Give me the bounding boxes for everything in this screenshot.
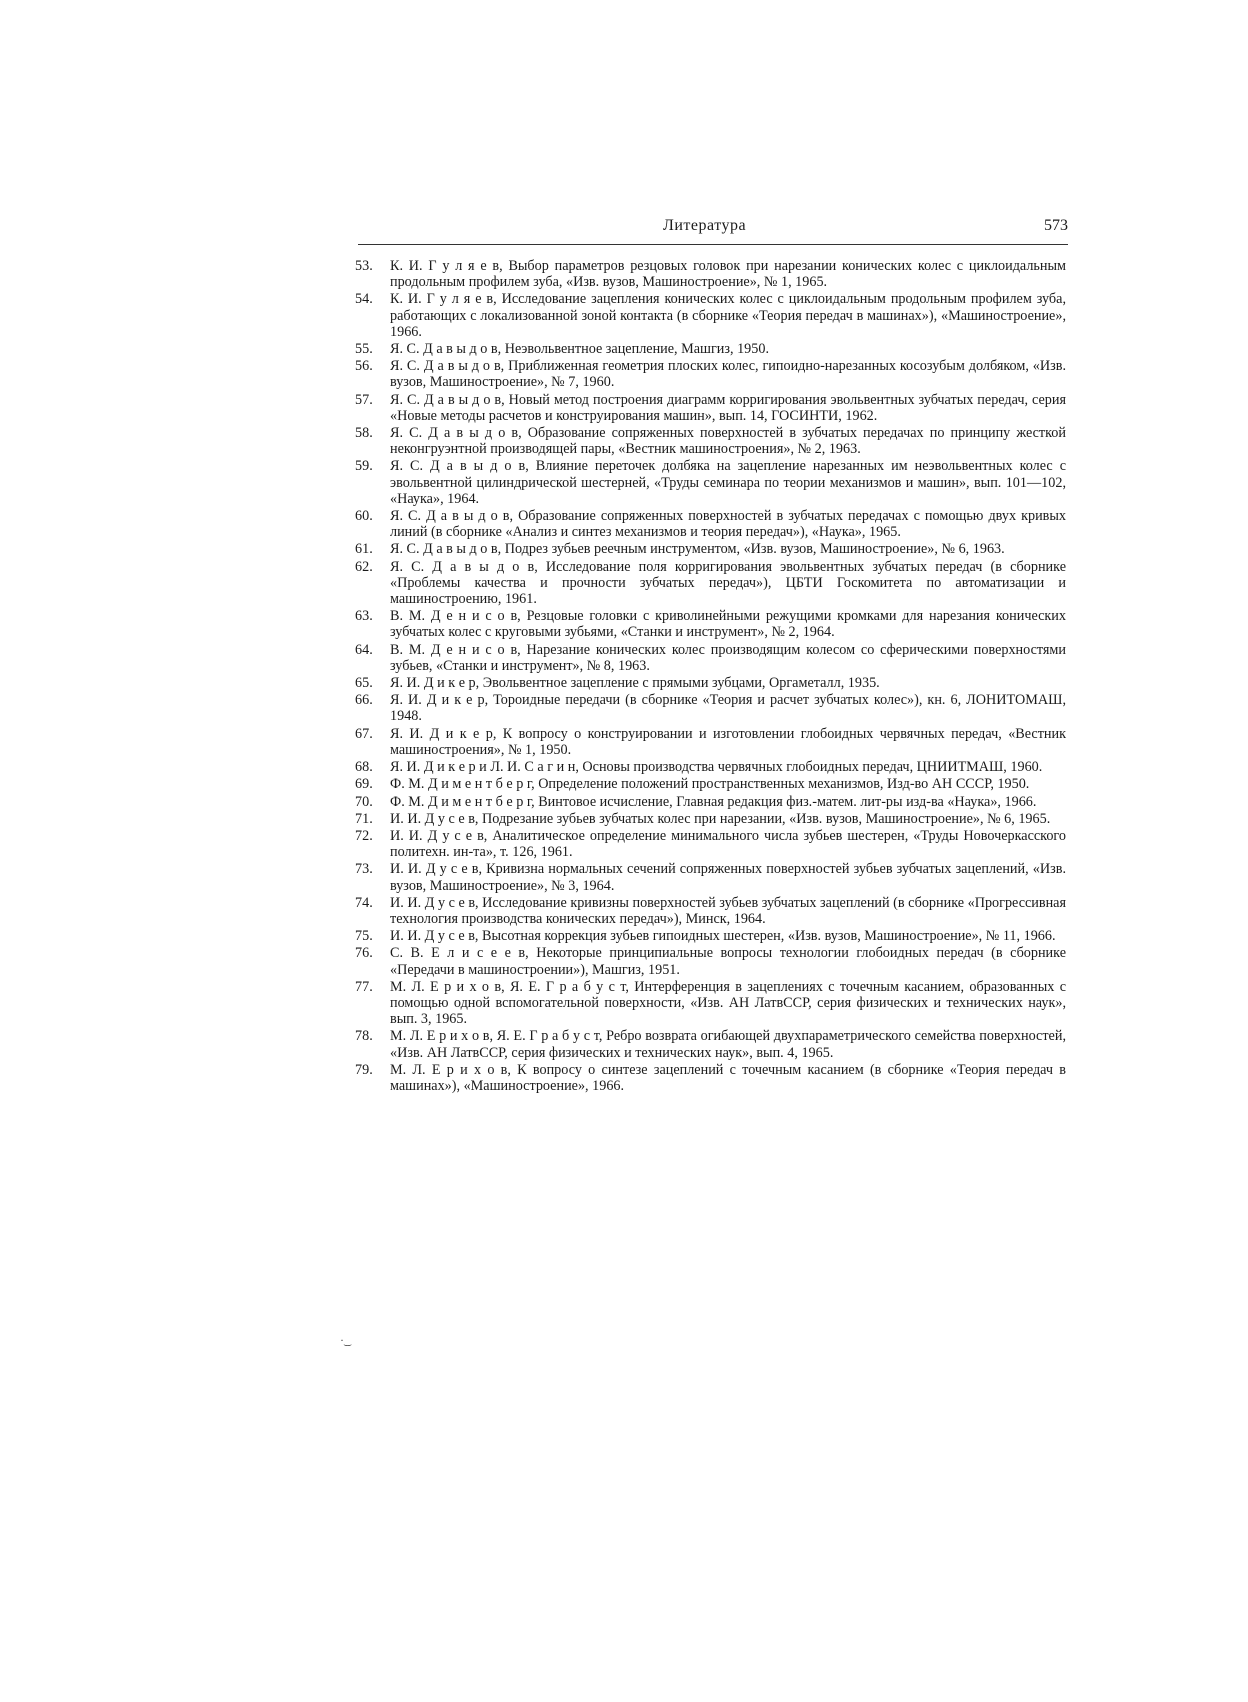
reference-text: И. И. Д у с е в, Высотная коррекция зубьев гипоидных шестерен, «Изв. вузов, Машиностроение», № 11, 1966. <box>390 928 1056 945</box>
reference-number: 72. <box>355 827 373 844</box>
reference-text: Я. С. Д а в ы д о в, Влияние переточек долбяка на зацепление нарезанных им неэвольвентных колес с эвольвентной цилиндрической шестерней, «Труды семинара по теории механизмов и машин», вып. 101—102, «Наука», 1964. <box>390 458 1066 507</box>
reference-text: И. И. Д у с е в, Исследование кривизны поверхностей зубьев зубчатых зацеплений (в сборнике «Прогрессивная технология производства конических передач»), Минск, 1964. <box>390 894 1066 927</box>
reference-item <box>355 861 1066 894</box>
reference-text: В. М. Д е н и с о в, Нарезание конических колес производящим колесом со сферическими поверхностями зубьев, «Станки и инструмент», № 8, 1963. <box>390 641 1066 674</box>
reference-text: С. В. Е л и с е е в, Некоторые принципиальные вопросы технологии глобоидных передач (в сборнике «Передачи в машиностроении»), Машгиз, 1951. <box>390 945 1066 978</box>
reference-text: Я. С. Д а в ы д о в, Приближенная геометрия плоских колес, гипоидно-нарезанных косозубым долбяком, «Изв. вузов, Машиностроение», № 7, 1960. <box>390 358 1066 391</box>
reference-text: И. И. Д у с е в, Подрезание зубьев зубчатых колес при нарезании, «Изв. вузов, Машиностроение», № 6, 1965. <box>390 810 1051 827</box>
reference-text: Я. С. Д а в ы д о в, Исследование поля корригирования эвольвентных зубчатых передач (в сборнике «Проблемы качества и прочности зубчатых передач»), ЦБТИ Госкомитета по автоматизации и машиностроению, 1961. <box>390 558 1066 608</box>
reference-number: 57. <box>355 391 373 408</box>
reference-item <box>355 776 1066 793</box>
reference-item <box>355 928 1066 945</box>
reference-number: 53. <box>355 258 373 274</box>
reference-text: Я. С. Д а в ы д о в, Образование сопряженных поверхностей в зубчатых передачах по принципу жесткой неконгруэнтной производящей пары, «Вестник машиностроения», № 2, 1963. <box>390 425 1066 458</box>
reference-number: 55. <box>355 341 373 358</box>
reference-number: 70. <box>355 793 373 810</box>
reference-number: 71. <box>355 810 373 827</box>
reference-list <box>355 258 1066 1095</box>
reference-text: И. И. Д у с е в, Аналитическое определение минимального числа зубьев шестерен, «Труды Новочеркасского политехн. ин-та», т. 126, 1961. <box>390 827 1066 861</box>
reference-item <box>355 945 1066 978</box>
reference-text: Я. С. Д а в ы д о в, Новый метод построения диаграмм корригирования эвольвентных зубчатых передач, серия «Новые методы расчетов и конструирования машин», вып. 14, ГОСИНТИ, 1962. <box>390 391 1066 424</box>
reference-number: 65. <box>355 675 373 692</box>
reference-item <box>355 608 1066 641</box>
reference-text: Я. И. Д и к е р, Эвольвентное зацепление с прямыми зубцами, Оргаметалл, 1935. <box>390 675 880 692</box>
reference-item <box>355 692 1066 725</box>
reference-number: 67. <box>355 725 373 742</box>
reference-item <box>355 641 1066 674</box>
reference-item <box>355 341 1066 358</box>
reference-number: 73. <box>355 861 373 878</box>
reference-number: 69. <box>355 776 373 793</box>
reference-number: 64. <box>355 641 373 658</box>
reference-number: 60. <box>355 508 373 525</box>
reference-item <box>355 458 1066 507</box>
reference-text: Я. С. Д а в ы д о в, Неэвольвентное зацепление, Машгиз, 1950. <box>390 341 770 358</box>
reference-item <box>355 978 1066 1028</box>
reference-item <box>355 508 1066 541</box>
reference-item <box>355 425 1066 458</box>
reference-text: Я. И. Д и к е р, К вопросу о конструировании и изготовлении глобоидных червячных передач, «Вестник машиностроения», № 1, 1950. <box>390 725 1066 758</box>
reference-number: 56. <box>355 358 373 375</box>
reference-item <box>355 291 1066 340</box>
reference-item <box>355 391 1066 424</box>
reference-number: 75. <box>355 928 373 945</box>
reference-item <box>355 894 1066 927</box>
running-title: Литература <box>663 217 747 234</box>
reference-item <box>355 793 1066 810</box>
reference-number: 79. <box>355 1061 373 1078</box>
reference-number: 61. <box>355 541 373 558</box>
reference-item <box>355 827 1066 861</box>
reference-number: 58. <box>355 425 373 442</box>
reference-item <box>355 541 1066 558</box>
reference-number: 66. <box>355 692 373 709</box>
reference-text: Я. С. Д а в ы д о в, Образование сопряженных поверхностей в зубчатых передачах с помощью двух кривых линий (в сборнике «Анализ и синтез механизмов и теория передач»), «Наука», 1965. <box>390 508 1066 541</box>
reference-text: Я. С. Д а в ы д о в, Подрез зубьев реечным инструментом, «Изв. вузов, Машиностроение», № 6, 1963. <box>390 541 1005 558</box>
reference-item <box>355 258 1066 291</box>
reference-item <box>355 725 1066 758</box>
reference-text: И. И. Д у с е в, Кривизна нормальных сечений сопряженных поверхностей зубьев зубчатых зацеплений, «Изв. вузов, Машиностроение», № 3, 1964. <box>390 861 1066 894</box>
reference-item <box>355 810 1066 827</box>
reference-text: К. И. Г у л я е в, Исследование зацепления конических колес с циклоидальным продольным профилем зуба, работающих с локализованной зоной контакта (в сборнике «Теория передач в машинах»), «Машиностроение», 1966. <box>390 291 1066 340</box>
page-header <box>358 214 1068 245</box>
page-number: 573 <box>1044 217 1068 234</box>
reference-text: Ф. М. Д и м е н т б е р г, Винтовое исчисление, Главная редакция физ.-матем. лит-ры изд-ва «Наука», 1966. <box>390 793 1037 810</box>
reference-text: К. И. Г у л я е в, Выбор параметров резцовых головок при нарезании конических колес с циклоидальным продольным профилем зуба, «Изв. вузов, Машиностроение», № 1, 1965. <box>390 258 1066 291</box>
reference-number: 62. <box>355 558 373 575</box>
reference-number: 74. <box>355 894 373 911</box>
reference-number: 78. <box>355 1028 373 1045</box>
reference-number: 76. <box>355 945 373 962</box>
reference-item <box>355 1028 1066 1061</box>
reference-item <box>355 759 1066 776</box>
reference-number: 68. <box>355 759 373 776</box>
reference-item <box>355 358 1066 391</box>
reference-text: В. М. Д е н и с о в, Резцовые головки с криволинейными режущими кромками для нарезания конических зубчатых колес с круговыми зубьями, «Станки и инструмент», № 2, 1964. <box>390 608 1066 641</box>
reference-item <box>355 558 1066 608</box>
reference-text: Ф. М. Д и м е н т б е р г, Определение положений пространственных механизмов, Изд-во АН СССР, 1950. <box>390 776 1030 793</box>
reference-number: 54. <box>355 291 373 308</box>
reference-text: М. Л. Е р и х о в, Я. Е. Г р а б у с т, Ребро возврата огибающей двухпараметрического семейства поверхностей, «Изв. АН ЛатвССР, серия физических и технических наук», вып. 4, 1965. <box>390 1028 1066 1061</box>
reference-number: 59. <box>355 458 373 475</box>
reference-item <box>355 1061 1066 1094</box>
reference-number: 63. <box>355 608 373 625</box>
reference-text: М. Л. Е р и х о в, К вопросу о синтезе зацеплений с точечным касанием (в сборнике «Теория передач в машинах»), «Машиностроение», 1966. <box>390 1061 1066 1094</box>
margin-mark: ·͜ <box>340 1333 344 1347</box>
reference-text: Я. И. Д и к е р, Тороидные передачи (в сборнике «Теория и расчет зубчатых колес»), кн. 6, ЛОНИТОМАШ, 1948. <box>390 692 1066 725</box>
reference-text: М. Л. Е р и х о в, Я. Е. Г р а б у с т, Интерференция в зацеплениях с точечным касанием, образованных с помощью одной вспомогательной поверхности, «Изв. АН ЛатвССР, серия физических и технических наук», вып. 3, 1965. <box>390 978 1066 1028</box>
reference-text: Я. И. Д и к е р и Л. И. С а г и н, Основы производства червячных глобоидных передач, ЦНИИТМАШ, 1960. <box>390 759 1043 776</box>
reference-item <box>355 675 1066 692</box>
reference-number: 77. <box>355 978 373 995</box>
